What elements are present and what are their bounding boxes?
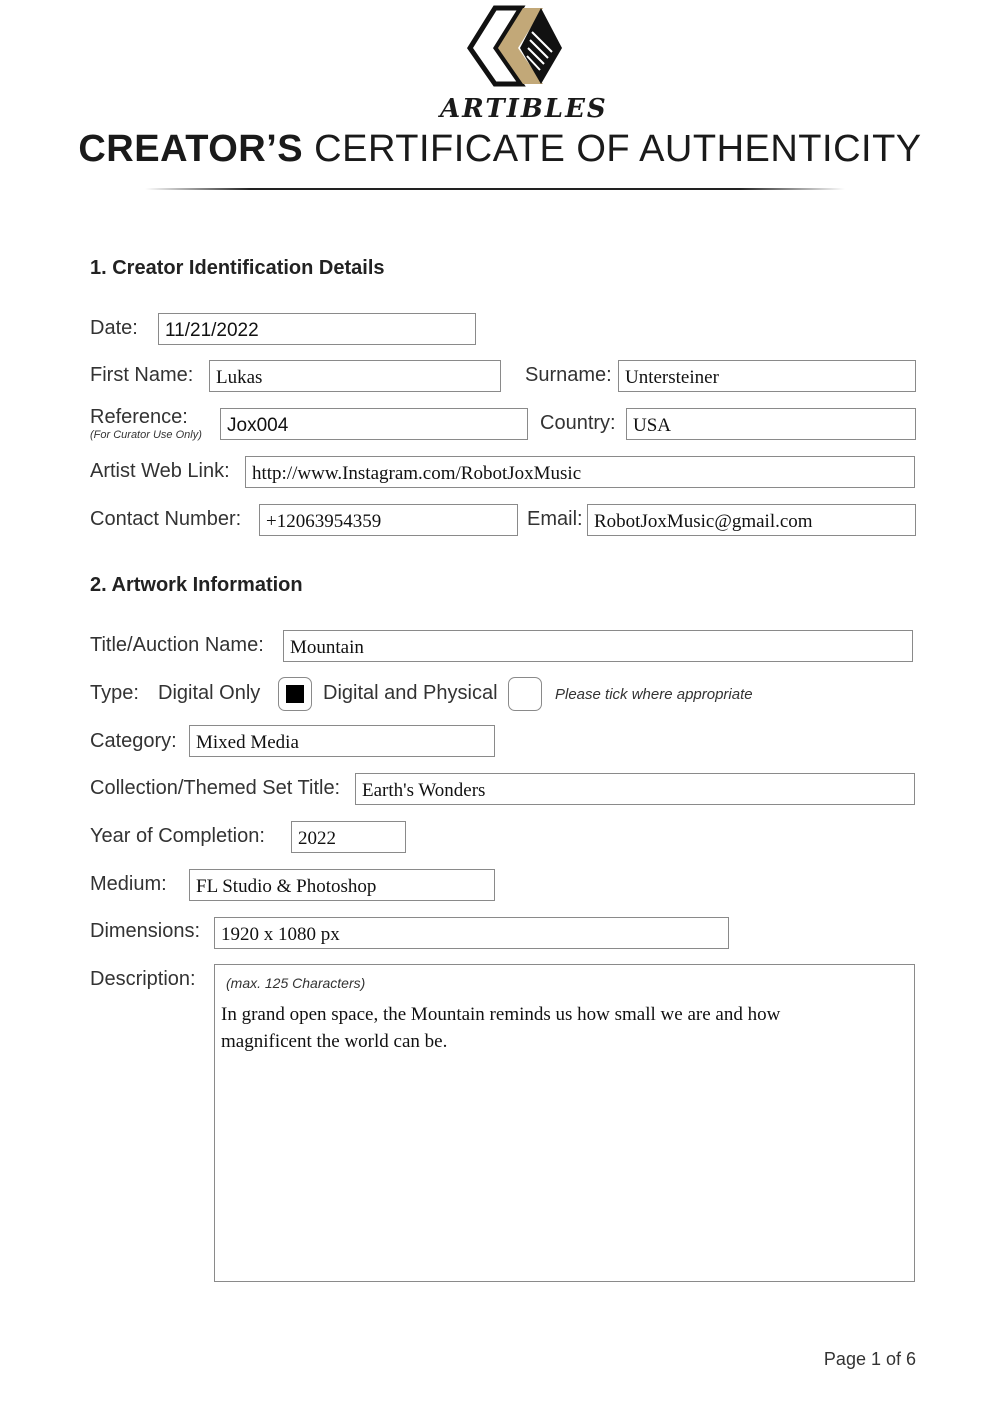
title-field[interactable]: Mountain — [283, 630, 913, 662]
dimensions-field[interactable]: 1920 x 1080 px — [214, 917, 729, 949]
type-physical-checkbox[interactable] — [508, 677, 542, 711]
description-field[interactable] — [214, 964, 915, 1282]
collection-label: Collection/Themed Set Title: — [90, 777, 341, 799]
page-title — [0, 128, 1000, 171]
type-digital-checkbox[interactable] — [278, 677, 312, 711]
date-field[interactable]: 11/21/2022 — [158, 313, 476, 345]
surname-field[interactable]: Untersteiner — [618, 360, 916, 392]
country-label: Country: — [540, 412, 616, 434]
title-divider — [145, 188, 845, 190]
date-label: Date: — [90, 317, 138, 339]
checkbox-mark — [286, 685, 304, 703]
title-rest: CERTIFICATE OF AUTHENTICITY — [303, 128, 922, 170]
type-digital-label: Digital Only — [158, 682, 261, 704]
category-label: Category: — [90, 730, 177, 752]
section-creator-heading: 1. Creator Identification Details — [90, 257, 385, 279]
web-link-field[interactable]: http://www.Instagram.com/RobotJoxMusic — [245, 456, 915, 488]
diamond-logo-icon — [440, 4, 600, 94]
web-link-label: Artist Web Link: — [90, 460, 230, 482]
type-hint: Please tick where appropriate — [555, 686, 753, 703]
medium-field[interactable]: FL Studio & Photoshop — [189, 869, 495, 901]
country-field[interactable]: USA — [626, 408, 916, 440]
contact-field[interactable]: +12063954359 — [259, 504, 518, 536]
title-bold: CREATOR’S — [78, 128, 304, 170]
first-name-label: First Name: — [90, 364, 194, 386]
year-label: Year of Completion: — [90, 825, 265, 847]
collection-field[interactable]: Earth's Wonders — [355, 773, 915, 805]
type-physical-label: Digital and Physical — [323, 682, 498, 704]
reference-label: Reference: — [90, 406, 188, 428]
title-label: Title/Auction Name: — [90, 634, 264, 656]
contact-label: Contact Number: — [90, 508, 242, 530]
reference-note: (For Curator Use Only) — [90, 429, 202, 441]
description-text: In grand open space, the Mountain reminds us how small we are and how magnificent the world can be. — [221, 1004, 781, 1052]
medium-label: Medium: — [90, 873, 167, 895]
first-name-field[interactable]: Lukas — [209, 360, 501, 392]
year-field[interactable]: 2022 — [291, 821, 406, 853]
artibles-logo — [440, 4, 608, 128]
category-field[interactable]: Mixed Media — [189, 725, 495, 757]
section-artwork-heading: 2. Artwork Information — [90, 574, 303, 596]
page-number: Page 1 of 6 — [823, 1349, 916, 1369]
email-field[interactable]: RobotJoxMusic@gmail.com — [587, 504, 916, 536]
description-hint: (max. 125 Characters) — [226, 975, 366, 991]
dimensions-label: Dimensions: — [90, 920, 201, 942]
email-label: Email: — [527, 508, 583, 530]
description-label: Description: — [90, 968, 196, 990]
type-label: Type: — [90, 682, 139, 704]
logo-wordmark: ARTIBLES — [440, 94, 608, 124]
reference-field[interactable]: Jox004 — [220, 408, 528, 440]
surname-label: Surname: — [525, 364, 612, 386]
